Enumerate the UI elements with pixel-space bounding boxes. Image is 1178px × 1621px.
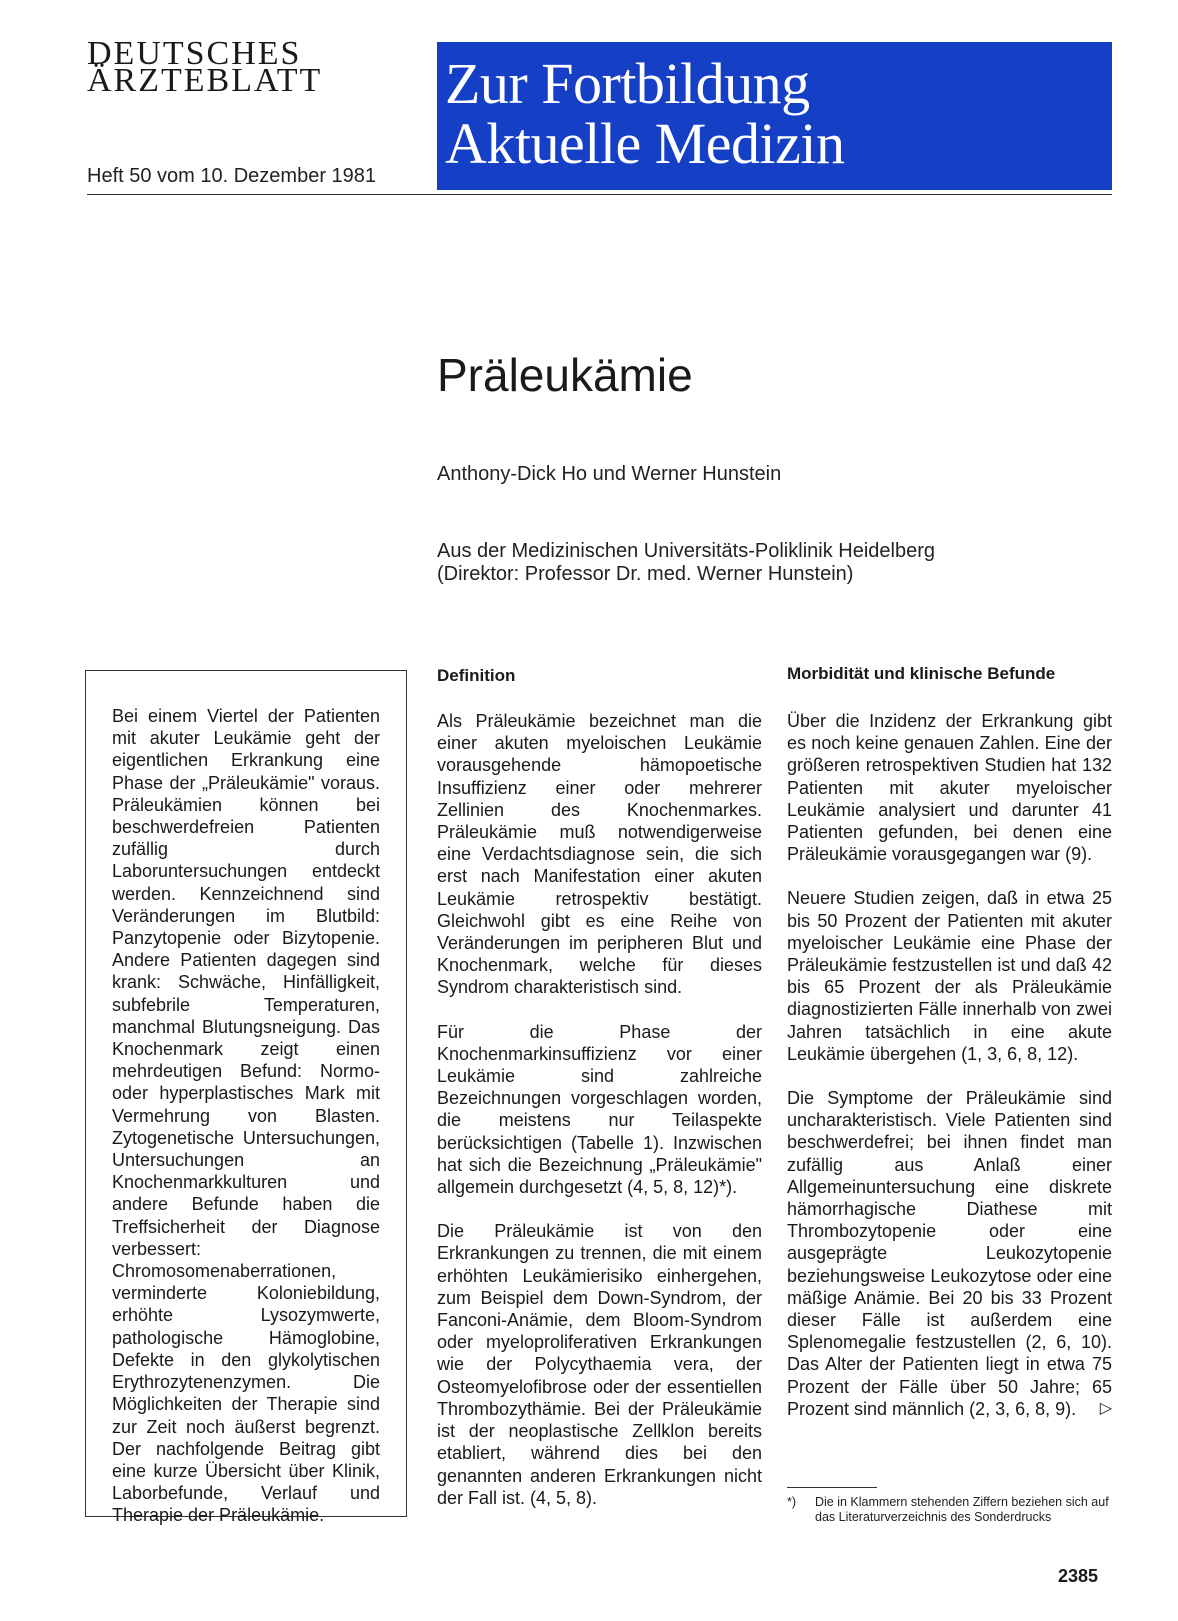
article-title: Präleukämie xyxy=(437,349,693,401)
article-authors: Anthony-Dick Ho und Werner Hunstein xyxy=(437,463,782,485)
paragraph: Als Präleukämie bezeichnet man die einer akuten myeloischen Leukämie vorausgehende hämopoetische Insuffizienz einer oder mehrerer Zellinien des Knochenmarkes. Präleukämie muß notwendigerweise eine Verdachtsdiagnose sein, die sich erst nach Manifestation einer akuten Leukämie retrospektiv bestätigt. Gleichwohl gibt es eine Reihe von Veränderungen im peripheren Blut und Knochenmark, welche für dieses Syndrom charakteristisch sind. xyxy=(437,711,762,998)
column-definition xyxy=(437,710,762,1531)
paragraph: Die Präleukämie ist von den Erkrankungen zu trennen, die mit einem erhöhten Leukämierisiko einhergehen, zum Beispiel dem Down-Syndrom, der Fanconi-Anämie, dem Bloom-Syndrom oder myeloproliferativen Erkrankungen wie der Polycythaemia vera, der Osteomyelofibrose oder der essentiellen Thrombozythämie. Bei der Präleukämie ist der neoplastische Zellklon bereits etabliert, während dies bei den genannten anderen Erkrankungen nicht der Fall ist. (4, 5, 8). xyxy=(437,1221,762,1508)
section-banner xyxy=(437,42,1112,190)
masthead-line-2: ÄRZTEBLATT xyxy=(87,62,323,99)
banner-line-2: Aktuelle Medizin xyxy=(445,111,845,176)
issue-date: Heft 50 vom 10. Dezember 1981 xyxy=(87,165,377,187)
journal-masthead xyxy=(87,35,427,99)
affiliation-line-1: Aus der Medizinischen Universitäts-Poliklinik Heidelberg xyxy=(437,540,935,562)
paragraph: Neuere Studien zeigen, daß in etwa 25 bis 50 Prozent der Patienten mit akuter myeloischer Leukämie eine Phase der Präleukämie festzustellen ist und daß 42 bis 65 Prozent der als Präleukämie diagnostizierten Fälle innerhalb von zwei Jahren tatsächlich in eine akute Leukämie übergehen (1, 3, 6, 8, 12). xyxy=(787,888,1112,1064)
article-affiliation xyxy=(437,540,935,586)
page-number: 2385 xyxy=(1058,1566,1099,1586)
header-rule xyxy=(87,194,1112,195)
paragraph-text: Die Symptome der Präleukämie sind uncharakteristisch. Viele Patienten sind beschwerdefrei; bei ihnen findet man zufällig aus Anlaß einer Allgemeinuntersuchung eine diskrete hämorrhagische Diathese mit Thrombozytopenie oder eine ausgeprägte Leukozytopenie beziehungsweise Leukozytose oder eine mäßige Anämie. Bei 20 bis 33 Prozent dieser Fälle ist außerdem eine Splenomegalie festzustellen (2, 6, 10). Das Alter der Patienten liegt in etwa 75 Prozent der Fälle über 50 Jahre; 65 Prozent sind männlich (2, 3, 6, 8, 9). xyxy=(787,1088,1112,1419)
heading-morbiditaet: Morbidität und klinische Befunde xyxy=(787,664,1056,683)
continue-arrow-icon: ▷ xyxy=(1099,1399,1112,1417)
footnote-rule xyxy=(787,1487,877,1488)
banner-line-1: Zur Fortbildung xyxy=(445,51,810,116)
column-morbiditaet xyxy=(787,710,1112,1442)
affiliation-line-2: (Direktor: Professor Dr. med. Werner Hunstein) xyxy=(437,563,854,585)
footnote-mark: *) xyxy=(787,1495,797,1509)
paragraph: Für die Phase der Knochenmarkinsuffizienz vor einer Leukämie sind zahlreiche Bezeichnungen vorgeschlagen worden, die meistens nur Teilaspekte berücksichtigen (Tabelle 1). Inzwischen hat sich die Bezeichnung „Präleukämie" allgemein durchgesetzt (4, 5, 8, 12)*). xyxy=(437,1021,762,1198)
abstract-box xyxy=(85,670,407,1526)
footnote-text: Die in Klammern stehenden Ziffern beziehen sich auf das Literaturverzeichnis des Sonderdrucks xyxy=(815,1495,1109,1524)
paragraph: Über die Inzidenz der Erkrankung gibt es noch keine genauen Zahlen. Eine der größeren retrospektiven Studien hat 132 Patienten mit akuter myeloischer Leukämie analysiert und darunter 41 Patienten gefunden, bei denen eine Präleukämie vorausgegangen war (9). xyxy=(787,711,1112,865)
abstract-text: Bei einem Viertel der Patienten mit akuter Leukämie geht der eigentlichen Erkrankung eine Phase der „Präleukämie" voraus. Präleukämien können bei beschwerdefreien Patienten zufällig durch Laboruntersuchungen entdeckt werden. Kennzeichnend sind Veränderungen im Blutbild: Panzytopenie oder Bizytopenie. Andere Patienten dagegen sind krank: Schwäche, Hinfälligkeit, subfebrile Temperaturen, manchmal Blutungsneigung. Das Knochenmark zeigt einen mehrdeutigen Befund: Normo- oder hyperplastisches Mark mit Vermehrung von Blasten. Zytogenetische Untersuchungen, Untersuchungen an Knochenmarkkulturen und andere Befunde haben die Treffsicherheit der Diagnose verbessert: Chromosomenaberrationen, verminderte Koloniebildung, erhöhte Lysozymwerte, pathologische Hämoglobine, Defekte in den glykolytischen Erythrozytenenzymen. Die Möglichkeiten der Therapie sind zur Zeit noch äußerst begrenzt. Der nachfolgende Beitrag gibt eine kurze Übersicht über Klinik, Laborbefunde, Verlauf und Therapie der Präleukämie. xyxy=(112,706,380,1526)
heading-definition: Definition xyxy=(437,666,516,685)
paragraph xyxy=(787,1087,1112,1420)
masthead-line-1: DEUTSCHES xyxy=(87,35,302,72)
banner-text xyxy=(445,51,845,176)
